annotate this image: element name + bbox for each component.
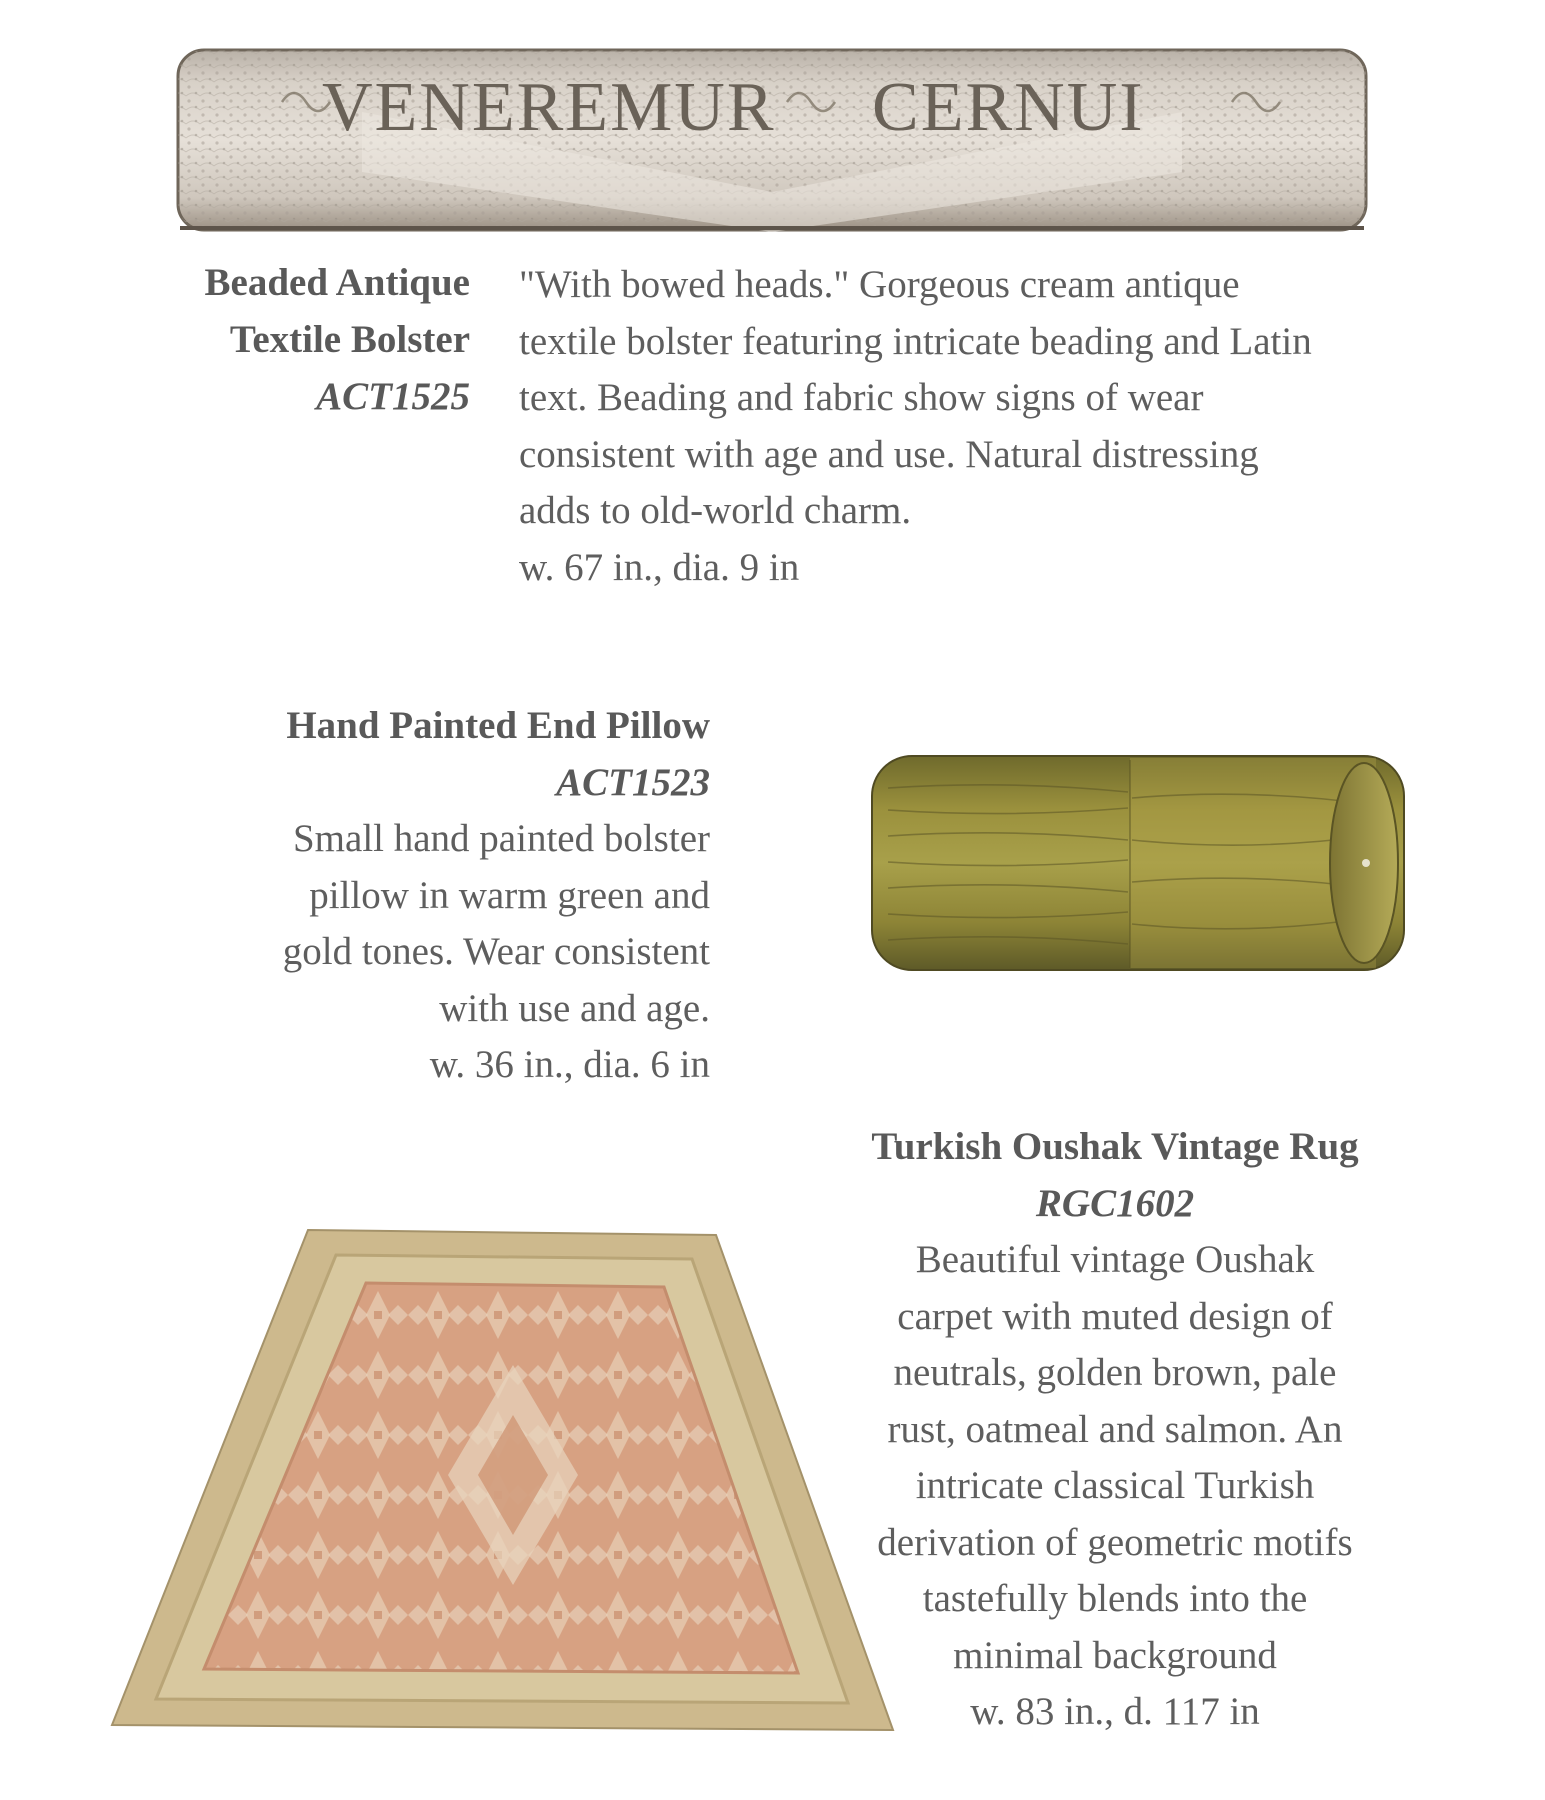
product-dimensions: w. 83 in., d. 117 in [970, 1690, 1260, 1733]
description-line: carpet with muted design of [897, 1294, 1333, 1338]
description-line: rust, oatmeal and salmon. An [887, 1407, 1343, 1451]
product-sku: ACT1525 [316, 375, 470, 418]
product-title: Hand Painted End Pillow [286, 704, 710, 747]
description-line: neutrals, golden brown, pale [893, 1351, 1337, 1394]
description-line: "With bowed heads." Gorgeous cream antique [519, 263, 1240, 306]
description-line: gold tones. Wear consistent [282, 930, 710, 973]
description-line: minimal background [953, 1633, 1277, 1677]
product-dimensions: w. 67 in., dia. 9 in [519, 545, 800, 589]
bolster-inscription-left: VENEREMUR [322, 69, 776, 146]
bolster-inscription-right: CERNUI [872, 69, 1145, 146]
product-title: Turkish Oushak Vintage Rug [871, 1125, 1359, 1168]
description-line: text. Beading and fabric show signs of wear [519, 376, 1204, 419]
description-line: adds to old-world charm. [519, 489, 912, 532]
product-dimensions: w. 36 in., dia. 6 in [429, 1043, 710, 1086]
product-bolster-image [172, 42, 1372, 242]
description-line: consistent with age and use. Natural distressing [519, 432, 1259, 476]
description-line: intricate classical Turkish [915, 1464, 1315, 1507]
product-sku: RGC1602 [1035, 1182, 1195, 1225]
product-title-line: Beaded Antique [204, 261, 470, 304]
description-line: pillow in warm green and [309, 873, 710, 917]
description-line: derivation of geometric motifs [877, 1520, 1353, 1564]
description-line: with use and age. [439, 986, 710, 1030]
description-line: tastefully blends into the [922, 1577, 1308, 1620]
product-rug-image [108, 1225, 898, 1745]
product-title-line: Textile Bolster [229, 318, 470, 361]
description-line: Beautiful vintage Oushak [915, 1238, 1315, 1281]
product-sku: ACT1523 [556, 761, 710, 804]
product-pillow-image [868, 748, 1408, 980]
description-line: Small hand painted bolster [292, 817, 710, 860]
description-line: textile bolster featuring intricate beading and Latin [519, 319, 1312, 363]
